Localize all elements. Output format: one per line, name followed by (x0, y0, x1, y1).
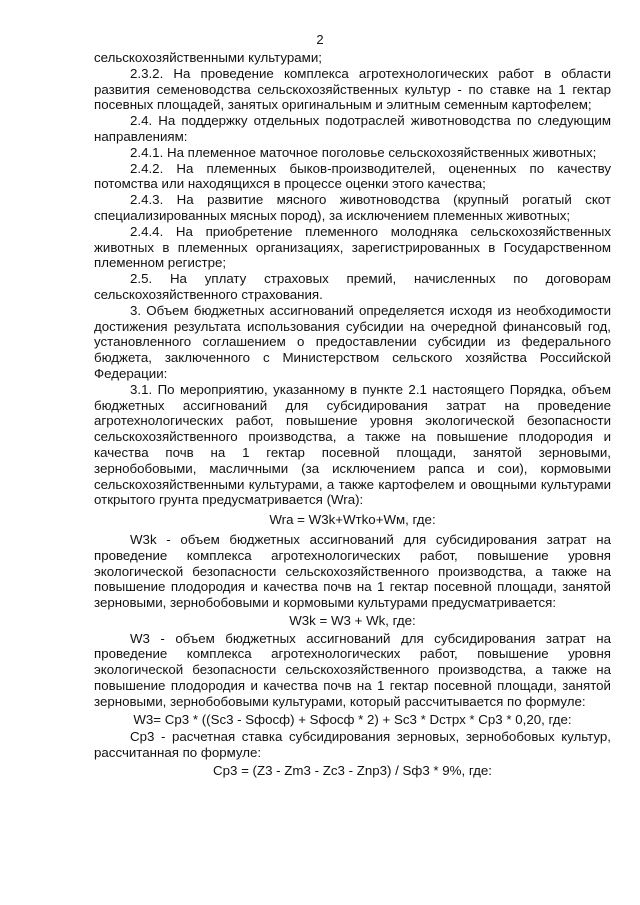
paragraph-cp3-definition: Cp3 - расчетная ставка субсидирования зерновых, зернобобовых культур, рассчитанная по формуле: (94, 729, 611, 761)
formula-w3k: W3k = W3 + Wk, где: (289, 612, 416, 628)
paragraph-0: сельскохозяйственными культурами; (94, 50, 322, 65)
formula-wra: Wra = W3k+Wтko+Wм, где: (269, 512, 436, 528)
paragraph-3: 3. Объем бюджетных ассигнований определяется исходя из необходимости достижения результата использования субсидии на очередной финансовый год, установленного соглашением о предоставлении субсидии из федерального бюджета, заключенного с Министерством сельского хозяйства Российской Федерации: (94, 302, 611, 381)
paragraph-w3k-definition: W3k - объем бюджетных ассигнований для субсидирования затрат на проведение комплекса агротехнологических работ, повышение уровня экологической безопасности сельскохозяйственного производства, а также на повышение плодородия и качества почв на 1 гектар посевной площади, занятой зерновыми, зернобобовыми и кормовыми культурами предусматривается: (94, 531, 611, 611)
paragraph-2-4-3: 2.4.3. На развитие мясного животноводства (крупный рогатый скот специализированных мясных пород), за исключением племенных животных; (94, 192, 611, 223)
paragraph-w3-definition: W3 - объем бюджетных ассигнований для субсидирования затрат на проведение комплекса агротехнологических работ, повышение уровня экологической безопасности сельскохозяйственного производства, а также на повышение плодородия и качества почв на 1 гектар посевной площади, занятой зерновыми, зернобобовыми культурами, который рассчитывается по формуле: (94, 630, 611, 709)
paragraph-2-5: 2.5. На уплату страховых премий, начисленных по договорам сельскохозяйственного страхования. (94, 271, 611, 302)
document-body (94, 50, 611, 781)
formula-w3: W3= Cp3 * ((Sc3 - Sфосф) + Sфосф * 2) + Sc3 * Dстрх * Cp3 * 0,20, где: (133, 711, 572, 727)
paragraph-2-4: 2.4. На поддержку отдельных подотраслей животноводства по следующим направлениям: (94, 113, 611, 144)
paragraph-2-4-4: 2.4.4. На приобретение племенного молодняка сельскохозяйственных животных в племенных организациях, зарегистрированных в Государственном племенном регистре; (94, 223, 611, 271)
paragraph-2-3-2: 2.3.2. На проведение комплекса агротехнологических работ в области развития семеноводства сельскохозяйственных культур - по ставке на 1 гектар посевных площадей, занятых оригинальным и элитным семенным картофелем; (94, 65, 611, 113)
formula-cp3: Cp3 = (Z3 - Zm3 - Zc3 - Znp3) / Sф3 * 9%, где: (213, 763, 492, 779)
paragraph-2-4-1: 2.4.1. На племенное маточное поголовье сельскохозяйственных животных; (130, 144, 597, 160)
page-number: 2 (316, 32, 324, 47)
paragraph-3-1: 3.1. По мероприятию, указанному в пункте 2.1 настоящего Порядка, объем бюджетных ассигнований для субсидирования затрат на проведение агротехнологических работ, повышение уровня экологической безопасности сельскохозяйственного производства, а также на повышение плодородия и качества почв на 1 гектар посевной площади, занятой зерновыми, зернобобовыми, масличными (за исключением рапса и сои), кормовыми сельскохозяйственными культурами, а также картофелем и овощными культурами открытого грунта предусматривается (Wra): (94, 381, 611, 508)
paragraph-2-4-2: 2.4.2. На племенных быков-производителей, оцененных по качеству потомства или находящихся в процессе оценки этого качества; (94, 160, 611, 192)
